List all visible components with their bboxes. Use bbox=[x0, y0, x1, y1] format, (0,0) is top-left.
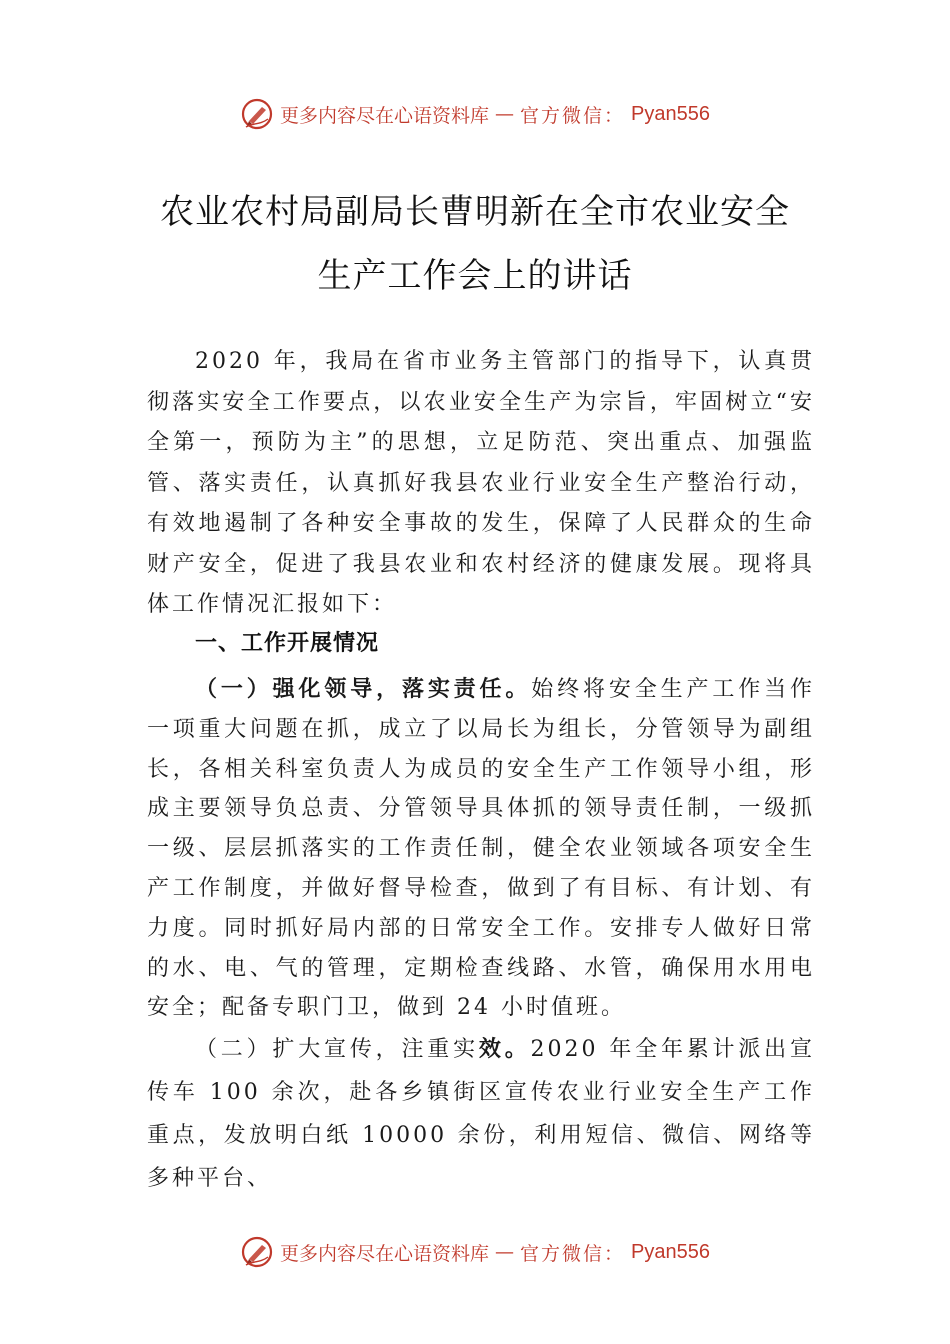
header-watermark bbox=[0, 94, 950, 134]
item-1-paragraph bbox=[147, 670, 815, 1028]
watermark-label: 官方微信： bbox=[520, 1242, 626, 1265]
item-2-body: 2020 年全年累计派出宣传车 100 余次，赴各乡镇街区宣传农业行业安全生产工作重点，发放明白纸 10000 余份，利用短信、微信、网络等多种平台、 bbox=[147, 1037, 815, 1191]
item-2-lead-bold: 效。 bbox=[478, 1037, 531, 1062]
watermark-wechat-id: Pyan556 bbox=[631, 1240, 710, 1263]
item-1-lead: （一）强化领导，落实责任。 bbox=[195, 677, 532, 702]
intro-paragraph: 2020 年，我局在省市业务主管部门的指导下，认真贯彻落实安全工作要点，以农业安全生产为宗旨，牢固树立“安全第一，预防为主”的思想，立足防范、突出重点、加强监管、落实责任，认真抓好我县农业行业安全生产整治行动，有效地遏制了各种安全事故的发生，保障了人民群众的生命财产安全，促进了我县农业和农村经济的健康发展。现将具体工作情况汇报如下： bbox=[147, 349, 815, 617]
title-line-2: 生产工作会上的讲话 bbox=[317, 256, 633, 296]
item-1-body: 始终将安全生产工作当作一项重大问题在抓，成立了以局长为组长，分管领导为副组长，各相关科室负责人为成员的安全生产工作领导小组，形成主要领导负总责、分管领导具体抓的领导责任制，一级抓一级、层层抓落实的工作责任制，健全农业领域各项安全生产工作制度，并做好督导检查，做到了有目标、有计划、有力度。同时抓好局内部的日常安全工作。安排专人做好日常的水、电、气的管理，定期检查线路、水管，确保用水用电安全；配备专职门卫，做到 24 小时值班。 bbox=[147, 677, 815, 1021]
watermark-separator: — bbox=[495, 1241, 515, 1263]
title-line-1: 农业农村局副局长曹明新在全市农业安全 bbox=[160, 192, 790, 232]
section-heading: 一、工作开展情况 bbox=[195, 631, 380, 656]
watermark-separator: — bbox=[495, 103, 515, 125]
item-2-paragraph bbox=[147, 1028, 815, 1200]
watermark-brand: 更多内容尽在心语资料库 bbox=[280, 104, 490, 127]
watermark-label: 官方微信： bbox=[520, 104, 626, 127]
item-2-lead: （二）扩大宣传，注重实 bbox=[195, 1037, 479, 1062]
pen-nib-circle-icon bbox=[240, 1235, 274, 1269]
watermark-brand: 更多内容尽在心语资料库 bbox=[280, 1242, 490, 1265]
pen-nib-circle-icon bbox=[240, 97, 274, 131]
watermark-wechat-id: Pyan556 bbox=[631, 102, 710, 125]
footer-watermark bbox=[0, 1232, 950, 1272]
document-title bbox=[120, 180, 830, 308]
